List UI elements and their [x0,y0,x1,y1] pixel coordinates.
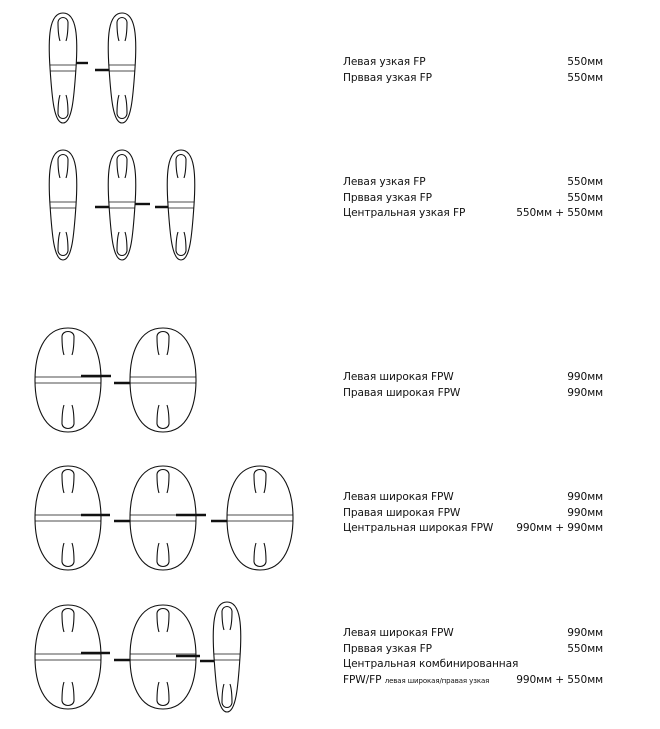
spec-row [343,626,603,642]
spec-label: Центральная широкая FPW [343,522,494,534]
spec-value: 990мм [567,627,603,639]
spec-label: Центральная комбинированная [343,658,519,670]
narrow-panel-center [108,150,136,260]
spec-label: Левая широкая FPW [343,371,454,383]
spec-value: 550мм + 550мм [516,207,603,219]
spec-value: 990мм [567,386,603,399]
spec-value: 550мм [567,71,603,84]
spec-value: 990мм [567,506,603,519]
spec-row [343,506,603,522]
spec-label: Прввая узкая FP [343,191,432,204]
spec-row [343,71,603,87]
spec-label: Правая широкая FPW [343,506,461,519]
narrow-panel-left [49,150,77,260]
spec-value: 990мм [567,491,603,503]
spec-row [343,55,603,71]
spec-value: 550мм [567,176,603,188]
diagram-three-wide [35,466,293,570]
wide-panel-left [35,605,101,709]
spec-row [343,175,603,191]
spec-value: 990мм + 990мм [516,522,603,534]
spec-combined [343,626,603,689]
spec-label: FPW/FP [343,673,382,686]
spec-label: Левая широкая FPW [343,491,454,503]
spec-two-narrow [343,55,603,86]
wide-panel-center [130,466,196,570]
narrow-panel-right [213,602,241,712]
spec-label: Левая узкая FP [343,176,426,188]
spec-row [343,657,603,673]
diagram-combined [35,602,241,712]
spec-label: Левая широкая FPW [343,627,454,639]
spec-row [343,191,603,207]
spec-label: Правая широкая FPW [343,386,461,399]
spec-row [343,673,603,690]
spec-sublabel: левая широкая/правая узкая [384,676,490,685]
wide-panel-right [227,466,293,570]
wide-panel-left [35,466,101,570]
wide-panel-left [35,328,101,432]
spec-label: Центральная узкая FP [343,207,466,219]
spec-value: 550мм [567,191,603,204]
diagram-two-narrow [49,13,136,123]
narrow-panel-right [167,150,195,260]
spec-row [343,386,603,402]
spec-three-wide [343,490,603,537]
spec-value: 550мм [567,642,603,655]
spec-three-narrow [343,175,603,222]
wide-panel-right [130,328,196,432]
spec-row [343,370,603,386]
spec-row [343,490,603,506]
narrow-panel-left [49,13,77,123]
spec-value: 990мм [567,371,603,383]
spec-label: Прввая узкая FP [343,642,432,655]
spec-value: 550мм [567,56,603,68]
spec-two-wide [343,370,603,401]
diagram-three-narrow [49,150,195,260]
narrow-panel-right [108,13,136,123]
diagram-two-wide [35,328,196,432]
spec-label: Прввая узкая FP [343,71,432,84]
spec-row [343,642,603,658]
spec-value: 990мм + 550мм [516,673,603,686]
spec-label: Левая узкая FP [343,56,426,68]
spec-row [343,521,603,537]
spec-row [343,206,603,222]
